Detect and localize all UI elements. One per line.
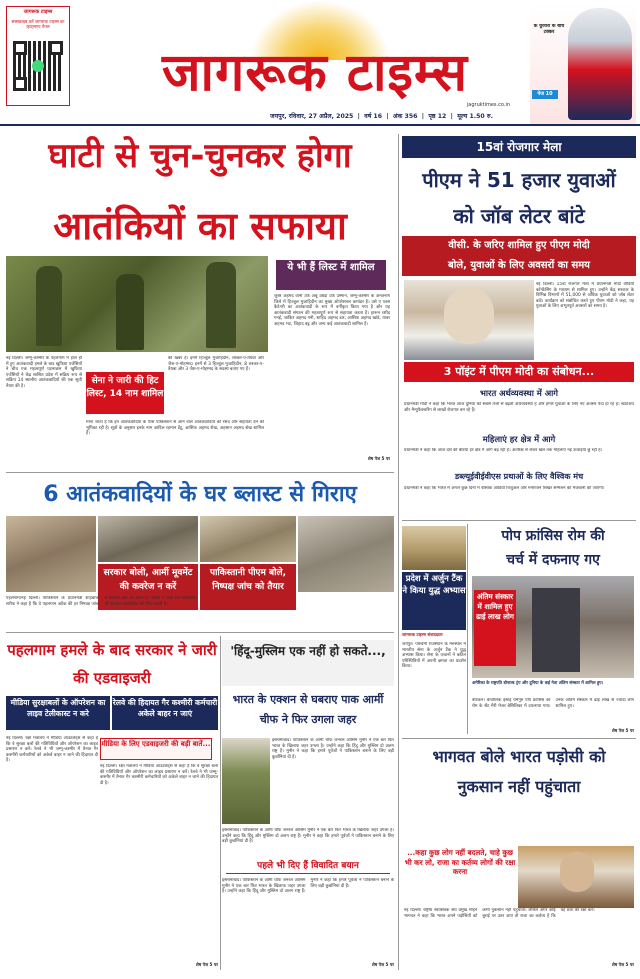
blast-photo-1 (6, 516, 96, 592)
rozgar-subhead-1: वीसी. के जरिए शामिल हुए पीएम मोदी (402, 236, 636, 256)
bhagwat-photo (518, 846, 634, 908)
date-day: रविवार (288, 113, 304, 120)
dateline: जयपुर, रविवार, 27 अप्रैल, 2025 | वर्ष 16 | अंक 356 | पृष्ठ 12 | मूल्य 1.50 रु. (270, 113, 493, 120)
rozgar-point-box: 3 पॉइंट में पीएम मोदी का संबोधन... (404, 362, 634, 382)
pope-continued[interactable]: शेष पेज 5 पर (611, 728, 634, 733)
promo-box[interactable] (530, 4, 636, 124)
qr-block (6, 6, 70, 106)
pahalgam-inset: मीडिया के लिए एडवाइजरी की बड़ी बातें... (100, 738, 212, 760)
bhagwat-body: नई दिल्ली। राष्ट्रीय स्वयंसेवक संघ प्रमुख मोहन भागवत ने कहा कि भारत अपने पड़ोसियों को कभी नुकसान नहीं पहुंचाता। लेकिन अगर कोई बुराई पर उतर आए तो राजा का कर्तव्य है कि वह प्रजा की रक्षा करे। (404, 908, 595, 919)
blast-headline: 6 आतंकवादियों के घर ब्लास्ट से गिराए (43, 482, 357, 507)
pope-body: वेटिकन। कैथोलिक ईसाई धर्मगुरु पोप फ्रांसिस को रोम के सेंट मैरी मेजर बेसिलिका में दफनाया गया। उनके अंतिम संस्कार में ढाई लाख से ज्यादा लोग शामिल हुए। (472, 698, 634, 709)
date-city: जयपुर (270, 113, 285, 120)
rozgar-headline-1: पीएम ने 51 हजार युवाओं (422, 168, 616, 192)
lead-sidebar-body: जुबैर अहमद वानी उर्फ अबू उबैदा उर्फ उस्मान, जम्मू-कश्मीर के अनंतनाग जिले में हिज्बुल मुजाहिदीन का मुख्य ऑपरेशनल कमांडर है। उसे ए प्लस कैटेगरी का आतंकवादी के रूप में वर्गीकृत किया गया है और यह आतंकवादी संगठन की महत्वपूर्ण रूप से सहायता करता है। हारून रशीद गनई, जाकिर अहमद गनी, शाहिद अहमद डार, आसिफ अहमद खांडे, यावर अहमद भट, जिहाद बट्ट और अन्य कई आतंकवादी शामिल हैं। (274, 294, 390, 327)
date-year: वर्ष 16 (364, 113, 383, 120)
blast-photo-2 (98, 516, 198, 562)
qr-code[interactable] (13, 41, 63, 91)
soldiers-photo (6, 256, 276, 352)
rozgar-point-2: महिलाएं हर क्षेत्र में आगे (482, 434, 556, 444)
blast-box-2: पाकिस्तानी पीएम बोले, निष्पक्ष जांच को तैयार (200, 564, 296, 610)
whatsapp-icon (32, 60, 44, 72)
bhagwat-headline-2: नुकसान नहीं पहुंचाता (457, 777, 581, 796)
blast-photo-3 (200, 516, 296, 562)
opinion-body-2: इस्लामाबाद। पाकिस्तान के आर्मी चीफ जनरल आसिम मुनीर ने एक बार फिर भारत के खिलाफ जहर उगला है। उन्होंने कहा कि हिंदू और मुस्लिम दो अलग राष्ट्र हैं। मुनीर ने कहा कि हमारे पूर्वजों ने पाकिस्तान बनाने के लिए बड़ी कुर्बानियां दी हैं। (222, 828, 394, 845)
lead-body-2: की खबर है। इनमें हिज्बुल मुजाहिदीन, लश्कर-ए-तैयबा और जैश-ए-मोहम्मद। इनमें से 3 हिज्बुल मुजाहिदीन, 8 लश्कर-ए-तैयबा और 3 जैश-ए-मोहम्मद के सदस्य बताए गए हैं। (168, 356, 264, 373)
pope-headline-1: पोप फ्रांसिस रोम की (501, 528, 605, 544)
lead-red-box: सेना ने जारी की हिट लिस्ट, 14 नाम शामिल (86, 372, 164, 414)
lead-sidebar (268, 256, 394, 470)
pahalgam-headline: पहलगाम हमले के बाद सरकार ने जारी की एडवाइजरी (7, 641, 217, 687)
blast-box-1: सरकार बोली, आर्मी मूवमेंट की कवरेज न करें (98, 564, 198, 610)
date-pages: पृष्ठ 12 (428, 113, 447, 120)
opinion-continued[interactable]: शेष पेज 5 पर (371, 962, 394, 967)
rozgar-headline-2: को जॉब लेटर बांटे (453, 204, 585, 228)
pahalgam-sub-1: मीडिया सुरक्षाबलों के ऑपरेशन का लाइव टेलीकास्ट न करे (6, 696, 110, 730)
tank-photo (402, 526, 466, 570)
arjun-tank-box (402, 524, 468, 734)
modi-photo (404, 280, 534, 360)
tank-body: जयपुर। पश्चिमी राजस्थान के मरुस्थल में भारतीय सेना के अर्जुन टैंक ने युद्ध अभ्यास किया। सेना के जवानों ने कठिन परिस्थितियों में अपनी क्षमता का प्रदर्शन किया। (402, 642, 466, 670)
blast-photo-4 (298, 516, 394, 592)
opinion-body-3: इस्लामाबाद। पाकिस्तान के आर्मी चीफ जनरल आसिम मुनीर ने एक बार फिर भारत के खिलाफ जहर उगला है। उन्होंने कहा कि हिंदू और मुस्लिम दो अलग राष्ट्र हैं। मुनीर ने कहा कि हमारे पूर्वजों ने पाकिस्तान बनाने के लिए बड़ी कुर्बानियां दी हैं। (222, 878, 394, 895)
pope-headline-2: चर्च में दफनाए गए (506, 552, 600, 568)
qr-caption: सब्सक्राइब करें जागरूक टाइम्स का व्हाट्सएप चैनल (11, 19, 65, 29)
pahalgam-body: नई दिल्ली। रक्षा मंत्रालय ने मीडिया आउटलेट्स से कहा है कि वे सुरक्षा बलों की गतिविधियों और ऑपरेशन का लाइव प्रसारण न करें। रेलवे ने भी जम्मू-कश्मीर में तैनात गैर कश्मीरी कर्मचारियों को अकेले बाहर न जाने की हिदायत दी है। (6, 736, 98, 764)
opinion-subhead: भारत के एक्शन से घबराए पाक आर्मी चीफ ने फिर उगला जहर (232, 693, 384, 726)
pahalgam-body-2: नई दिल्ली। रक्षा मंत्रालय ने मीडिया आउटलेट्स से कहा है कि वे सुरक्षा बलों की गतिविधियों और ऑपरेशन का लाइव प्रसारण न करें। रेलवे ने भी जम्मू-कश्मीर में तैनात गैर कश्मीरी कर्मचारियों को अकेले बाहर न जाने की हिदायत दी है। (100, 764, 218, 786)
rozgar-banner: 15वां रोजगार मेला (402, 136, 636, 158)
promo-page: पेज 10 (532, 90, 558, 99)
lead-body-3: माना जाता है कि इन आतंकवादियों के पास पाकिस्तान से आने वाले आतंकवादियों को रसद और सहायता देने की भूमिका रही है। सूत्रों के अनुसार इनके नाम आदिल रहमान डेंटू, आसिफ अहमद शेख, अहसान अहमद शेख शामिल हैं। (86, 420, 264, 437)
lead-body-1: नई दिल्ली। जम्मू-कश्मीर के पहलगाम में हाल ही में हुए आतंकवादी हमले के बाद खुफिया एजेंसियों ने बीच एक महत्वपूर्ण घटनाक्रम में खुफिया एजेंसियों ने केंद्र शासित प्रदेश में सक्रिय रूप से सक्रिय 14 स्थानीय आतंकवादियों की एक सूची तैयार की है। (6, 356, 82, 389)
site-url[interactable]: jagruktimes.co.in (466, 102, 510, 108)
rozgar-point-3-body: प्रधानमंत्री ने कहा कि भारत में अगले कुछ दिनों में वैश्विक ऑडियो विजुअल और मनोरंजन शिखर सम्मेलन की मेजबानी की जाएगी। (404, 486, 605, 491)
opinion-headline: 'हिंदू-मुस्लिम एक नहीं हो सकते..., (222, 640, 394, 686)
rozgar-point-2-body: प्रधानमंत्री ने कहा कि आज देश की बेटियां हर क्षेत्र में आगे बढ़ रही हैं। अंतरिक्ष से लेकर खेल तक महिलाएं नई ऊंचाइयां छू रही हैं। (404, 448, 603, 453)
rozgar-body: नई दिल्ली। 15वां रोजगार मेला में प्रधानमंत्री मोदी वीडियो कॉन्फ्रेंसिंग के माध्यम से शामिल हुए। उन्होंने केंद्र सरकार के विभिन्न विभागों में 51,000 से अधिक युवाओं को जॉब लेटर बांटे। कार्यक्रम को संबोधित करते हुए पीएम मोदी ने कहा, यह युवाओं के लिए अभूतपूर्व अवसरों का समय है। (536, 282, 634, 310)
army-chief-photo (222, 738, 270, 824)
blast-body: पहलगाम/नई दिल्ली। पाकिस्तान के प्रधानमंत्री शाहबाज शरीफ ने कहा है कि वे पहलगाम अटैक की हर निष्पक्ष जांच में शामिल होने को तैयार हैं। शरीफ ने कहा कि पाकिस्तान की सरकार आतंकवाद की निंदा करती है। (6, 596, 197, 607)
date-price: मूल्य 1.50 रु. (457, 113, 493, 120)
bhagwat-continued[interactable]: शेष पेज 5 पर (611, 962, 634, 967)
qr-logo: जागरूक टाइम्स (23, 9, 53, 15)
date-issue: अंक 356 (392, 113, 418, 120)
masthead-title: जागरूक टाइम्स (161, 42, 469, 103)
rozgar-point-3: डब्ल्यूईवीईवीएस प्रथाओं के लिए वैश्विक मंच (454, 472, 584, 481)
promo-text: के धुरंधरों के बीच टक्कर (533, 24, 565, 35)
pahalgam-sub-2: रेलवे की हिदायत गैर कश्मीरी कर्मचारी अकेले बाहर न जाएं (112, 696, 218, 730)
tank-headline: प्रदेश में अर्जुन टैंक ने किया युद्ध अभ्यास (402, 572, 466, 630)
rozgar-point-1-body: प्रधानमंत्री मोदी ने कहा कि भारत आज दुनिया की सबसे तेजी से बढ़ती अर्थव्यवस्था है और हमारे युवाओं के लिए नए अवसर पैदा हो रहे हैं। स्टार्टअप और मैन्युफैक्चरिंग से लाखों रोजगार बन रहे हैं। (404, 402, 634, 413)
pahalgam-continued[interactable]: शेष पेज 5 पर (195, 962, 218, 967)
opinion-box: पहले भी दिए हैं विवादित बयान (226, 858, 390, 874)
rozgar-point-1: भारत अर्थव्यवस्था में आगे (479, 388, 559, 398)
rozgar-subhead-2: बोले, युवाओं के लिए अवसरों का समय (402, 256, 636, 276)
opinion-body: इस्लामाबाद। पाकिस्तान के आर्मी चीफ जनरल आसिम मुनीर ने एक बार फिर भारत के खिलाफ जहर उगला है। उन्होंने कहा कि हिंदू और मुस्लिम दो अलग राष्ट्र हैं। मुनीर ने कहा कि हमारे पूर्वजों ने पाकिस्तान बनाने के लिए बड़ी कुर्बानियां दी हैं। (272, 738, 394, 760)
cricketer-photo (568, 8, 632, 120)
bhagwat-headline-1: भागवत बोले भारत पड़ोसी को (432, 747, 606, 766)
pope-red-tag: अंतिम संस्कार में शामिल हुए ढाई लाख लोग (474, 590, 516, 666)
pope-caption: अमेरिका के राष्ट्रपति डोनाल्ड ट्रंप और दुनिया के कई नेता अंतिम संस्कार में शामिल हुए। (472, 680, 604, 685)
lead-headline-1: घाटी से चुन-चुनकर होगा (48, 136, 352, 176)
bhagwat-quote: ...कहा कुछ लोग नहीं बदलते, चाहे कुछ भी कर लो, राजा का कर्तव्य लोगों की रक्षा करना (404, 848, 516, 876)
masthead (0, 0, 640, 128)
lead-sidebar-continued[interactable]: शेष पेज 5 पर (367, 456, 390, 461)
date-date: 27 अप्रैल, 2025 (308, 113, 354, 120)
lead-headline-2: आतंकियों का सफाया (53, 204, 347, 248)
lead-sidebar-title: ये भी हैं लिस्ट में शामिल (276, 260, 386, 290)
tank-byline: जागरूक टाइम्स संवाददाता (402, 632, 443, 637)
